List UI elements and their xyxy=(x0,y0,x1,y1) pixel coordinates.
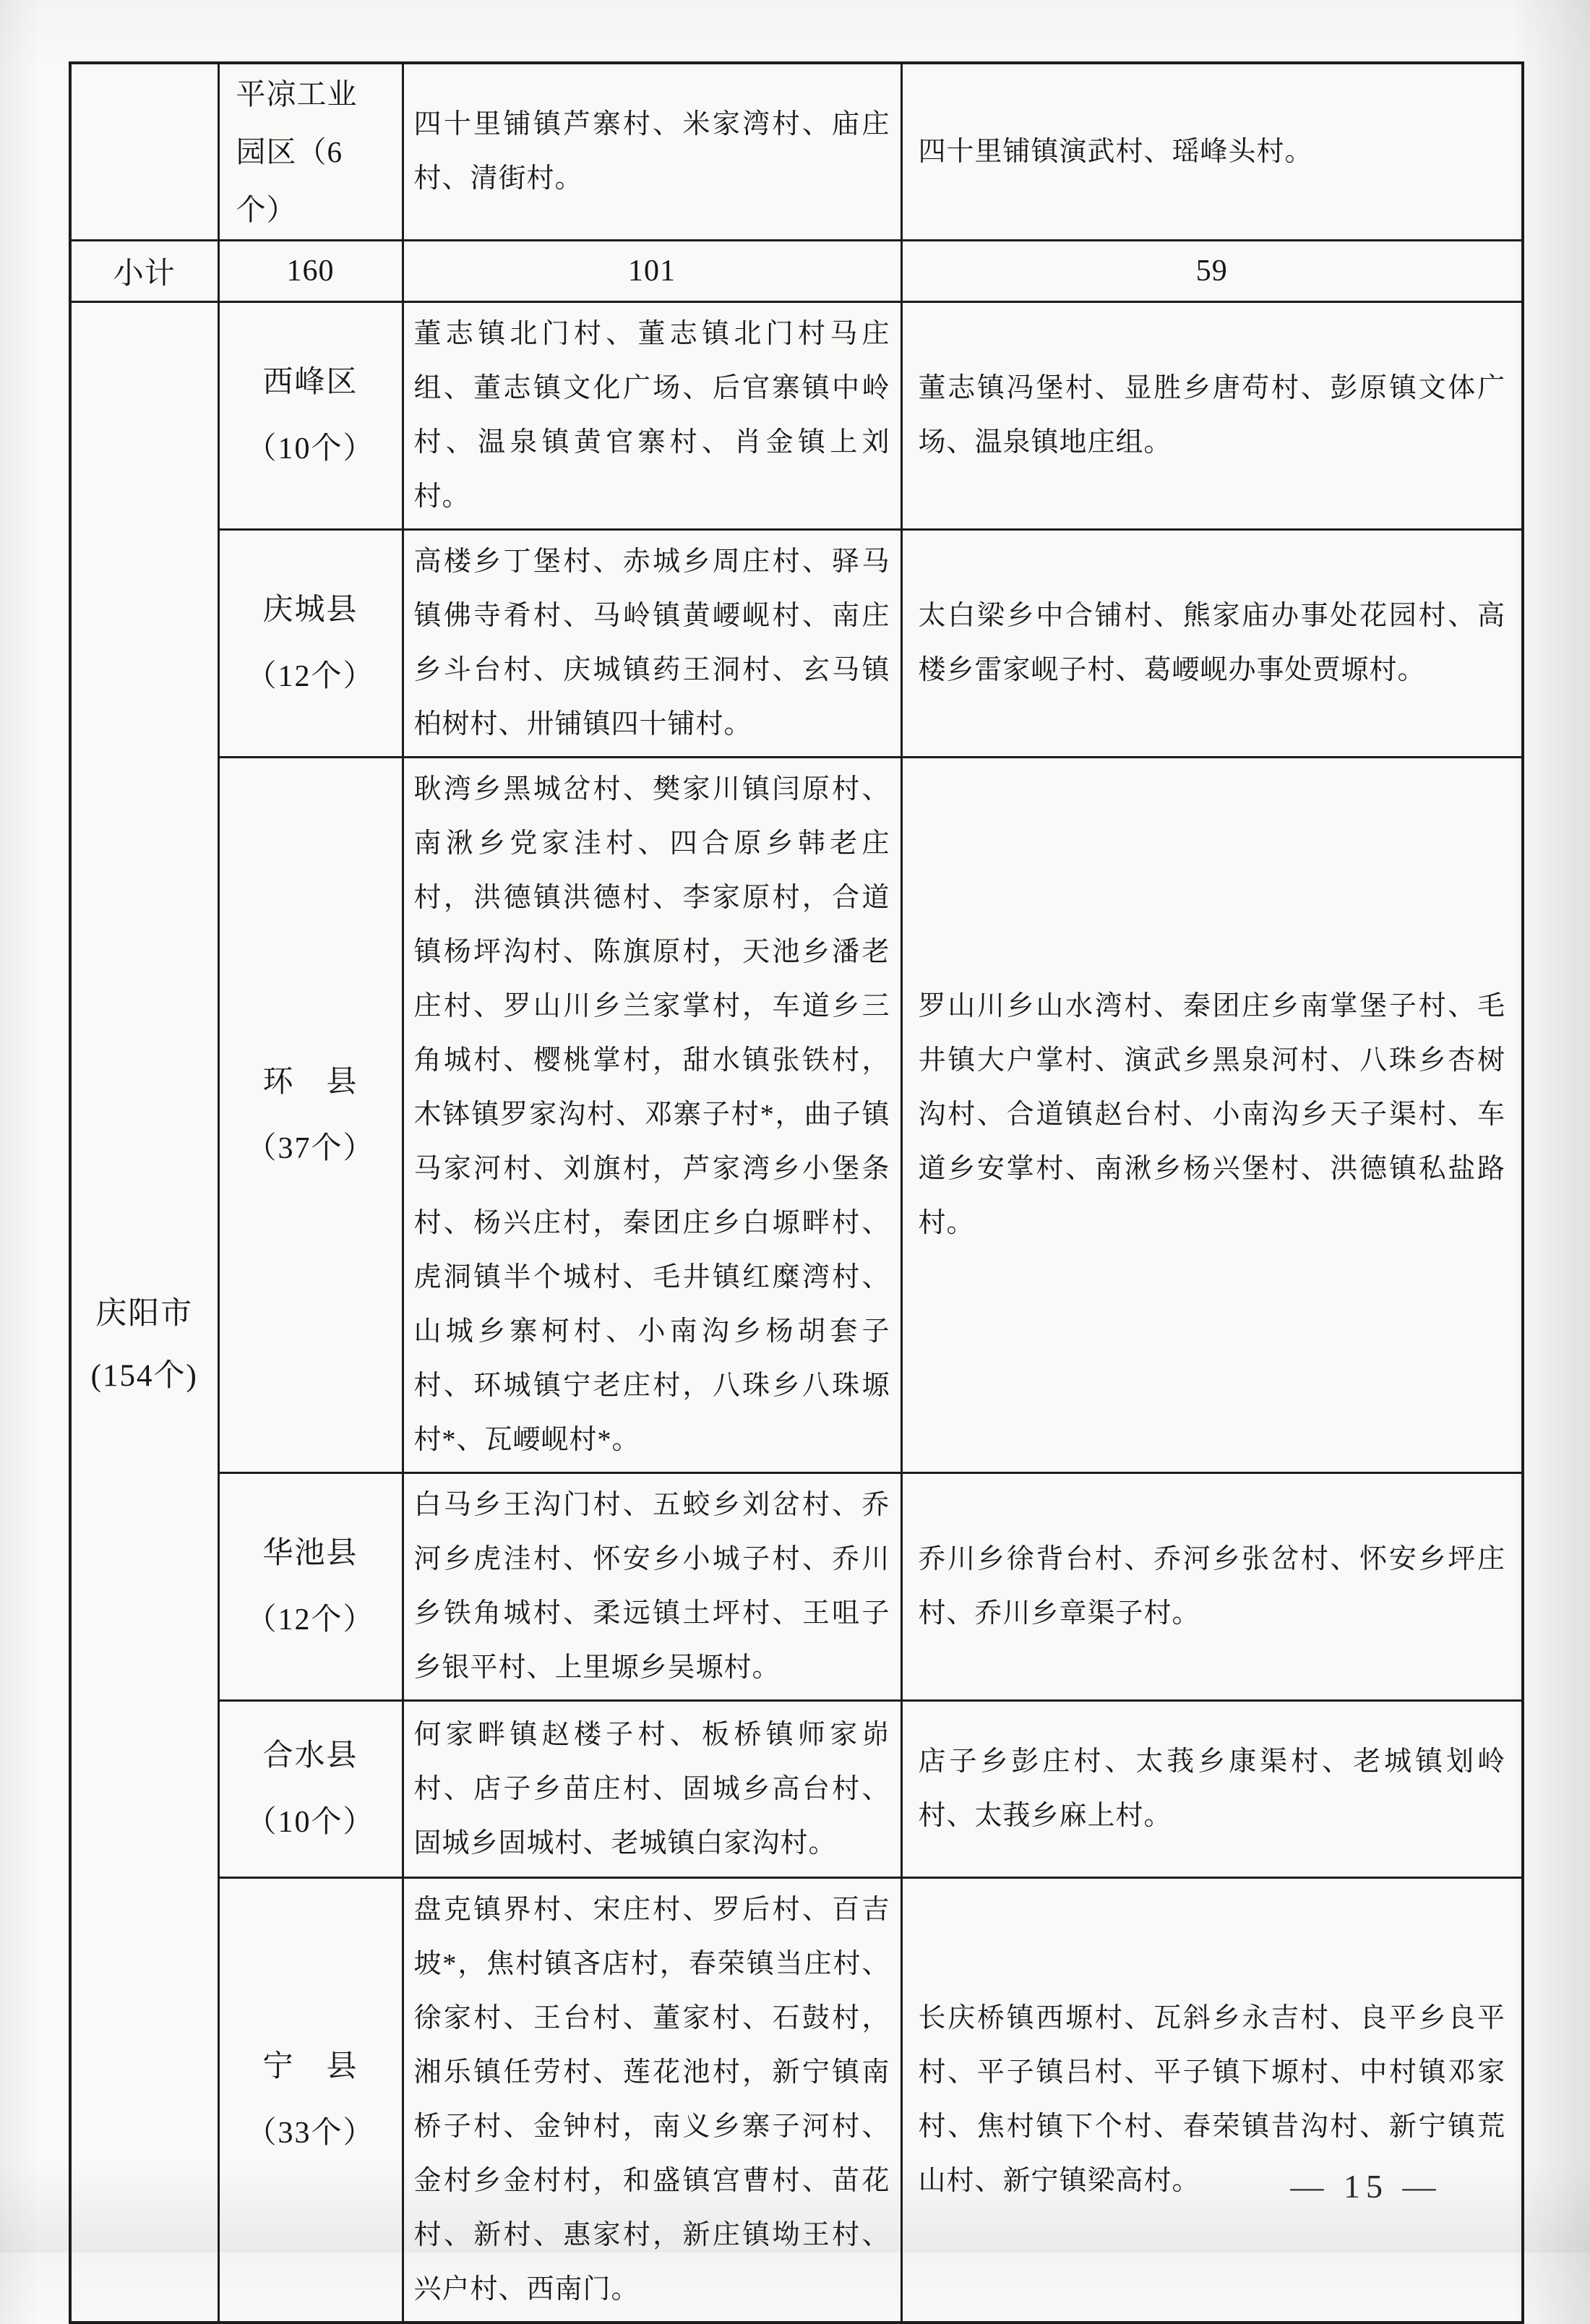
county-cell xyxy=(218,1473,403,1701)
villages-primary-text: 何家畔镇赵楼子村、板桥镇师家峁村、店子乡苗庄村、固城乡高台村、固城乡固城村、老城镇白家沟村。 xyxy=(413,1719,890,1858)
county-name: 西峰区 xyxy=(262,366,358,399)
county-cell xyxy=(218,1701,403,1878)
villages-primary-cell xyxy=(403,1473,901,1701)
villages-secondary-cell xyxy=(901,1701,1523,1878)
villages-primary-text: 盘克镇界村、宋庄村、罗后村、百吉坡*，焦村镇吝店村，春荣镇当庄村、徐家村、王台村、董家村、石鼓村，湘乐镇任劳村、莲花池村，新宁镇南桥子村、金钟村，南义乡寨子河村、金村乡金村村，和盛镇宫曹村、苗花村、新村、惠家村，新庄镇坳王村、兴户村、西南门。 xyxy=(413,1895,890,2304)
city-count: (154个) xyxy=(90,1358,198,1393)
villages-secondary-text: 长庆桥镇西塬村、瓦斜乡永吉村、良平乡良平村、平子镇吕村、平子镇下塬村、中村镇邓家村、焦村镇下个村、春荣镇昔沟村、新宁镇荒山村、新宁镇梁高村。 xyxy=(918,2003,1505,2196)
villages-primary-text: 四十里铺镇芦寨村、米家湾村、庙庄村、清街村。 xyxy=(413,109,890,194)
page-number: — 15 — xyxy=(1290,2168,1442,2205)
county-count: （10个） xyxy=(246,432,375,466)
city-cell-qingyang xyxy=(70,302,218,2323)
villages-primary-cell xyxy=(403,1878,901,2323)
county-cell xyxy=(218,302,403,530)
villages-secondary-cell xyxy=(901,302,1523,530)
row-huachi xyxy=(70,1473,1523,1701)
county-count: （37个） xyxy=(246,1131,375,1165)
subtotal-label-cell: 小计 xyxy=(70,241,218,302)
subtotal-secondary-count-cell: 59 xyxy=(901,241,1523,302)
villages-secondary-cell xyxy=(901,1878,1523,2323)
villages-primary-text: 高楼乡丁堡村、赤城乡周庄村、驿马镇佛寺肴村、马岭镇黄崾岘村、南庄乡斗台村、庆城镇药王洞村、玄马镇柏树村、卅铺镇四十铺村。 xyxy=(413,546,890,739)
county-label: 平凉工业园区（6个） xyxy=(236,77,358,226)
county-name: 合水县 xyxy=(262,1739,358,1772)
county-count: （12个） xyxy=(246,660,375,693)
villages-primary-cell xyxy=(403,758,901,1473)
row-heshui xyxy=(70,1701,1523,1878)
county-cell xyxy=(218,758,403,1473)
villages-primary-cell xyxy=(403,530,901,758)
villages-secondary-cell xyxy=(901,758,1523,1473)
village-list-table xyxy=(69,61,1524,2324)
villages-primary-cell xyxy=(403,302,901,530)
row-qingcheng xyxy=(70,530,1523,758)
villages-secondary-cell xyxy=(901,530,1523,758)
county-name: 宁 县 xyxy=(262,2050,358,2083)
row-subtotal xyxy=(70,241,1523,302)
villages-secondary-cell xyxy=(901,63,1523,241)
villages-secondary-text: 董志镇冯堡村、显胜乡唐苟村、彭原镇文体广场、温泉镇地庄组。 xyxy=(918,373,1505,458)
villages-secondary-text: 四十里铺镇演武村、瑶峰头村。 xyxy=(918,136,1313,167)
county-name: 华池县 xyxy=(262,1537,358,1570)
villages-secondary-text: 店子乡彭庄村、太莪乡康渠村、老城镇划岭村、太莪乡麻上村。 xyxy=(918,1746,1505,1831)
county-name: 环 县 xyxy=(262,1065,358,1099)
villages-secondary-text: 太白梁乡中合铺村、熊家庙办事处花园村、高楼乡雷家岘子村、葛崾岘办事处贾塬村。 xyxy=(918,601,1505,685)
row-ning xyxy=(70,1878,1523,2323)
row-xifeng xyxy=(70,302,1523,530)
city-cell-empty xyxy=(70,63,218,241)
county-cell xyxy=(218,530,403,758)
subtotal-total-cell: 160 xyxy=(218,241,403,302)
county-count: （12个） xyxy=(246,1603,375,1637)
county-name: 庆城县 xyxy=(262,593,358,627)
county-count: （33个） xyxy=(246,2117,375,2150)
row-pingliang-industrial-park xyxy=(70,63,1523,241)
county-cell xyxy=(218,1878,403,2323)
subtotal-primary-count-cell: 101 xyxy=(403,241,901,302)
city-name: 庆阳市 xyxy=(95,1296,194,1331)
villages-secondary-text: 罗山川乡山水湾村、秦团庄乡南掌堡子村、毛井镇大户掌村、演武乡黑泉河村、八珠乡杏树沟村、合道镇赵台村、小南沟乡天子渠村、车道乡安掌村、南湫乡杨兴堡村、洪德镇私盐路村。 xyxy=(918,991,1505,1238)
county-cell xyxy=(218,63,403,241)
villages-primary-cell xyxy=(403,63,901,241)
villages-secondary-text: 乔川乡徐背台村、乔河乡张岔村、怀安乡坪庄村、乔川乡章渠子村。 xyxy=(918,1544,1505,1629)
villages-primary-text: 董志镇北门村、董志镇北门村马庄组、董志镇文化广场、后官寨镇中岭村、温泉镇黄官寨村、肖金镇上刘村。 xyxy=(413,319,890,512)
row-huan xyxy=(70,758,1523,1473)
villages-primary-text: 耿湾乡黑城岔村、樊家川镇闫原村、南湫乡党家洼村、四合原乡韩老庄村，洪德镇洪德村、李家原村，合道镇杨坪沟村、陈旗原村，天池乡潘老庄村、罗山川乡兰家掌村，车道乡三角城村、樱桃掌村，甜水镇张铁村，木钵镇罗家沟村、邓寨子村*，曲子镇马家河村、刘旗村，芦家湾乡小堡条村、杨兴庄村，秦团庄乡白塬畔村、虎洞镇半个城村、毛井镇红糜湾村、山城乡寨柯村、小南沟乡杨胡套子村、环城镇宁老庄村，八珠乡八珠塬村*、瓦崾岘村*。 xyxy=(413,774,890,1455)
county-count: （10个） xyxy=(246,1806,375,1839)
villages-secondary-cell xyxy=(901,1473,1523,1701)
villages-primary-text: 白马乡王沟门村、五蛟乡刘岔村、乔河乡虎洼村、怀安乡小城子村、乔川乡铁角城村、柔远镇土坪村、王咀子乡银平村、上里塬乡吴塬村。 xyxy=(413,1490,890,1683)
villages-primary-cell xyxy=(403,1701,901,1878)
